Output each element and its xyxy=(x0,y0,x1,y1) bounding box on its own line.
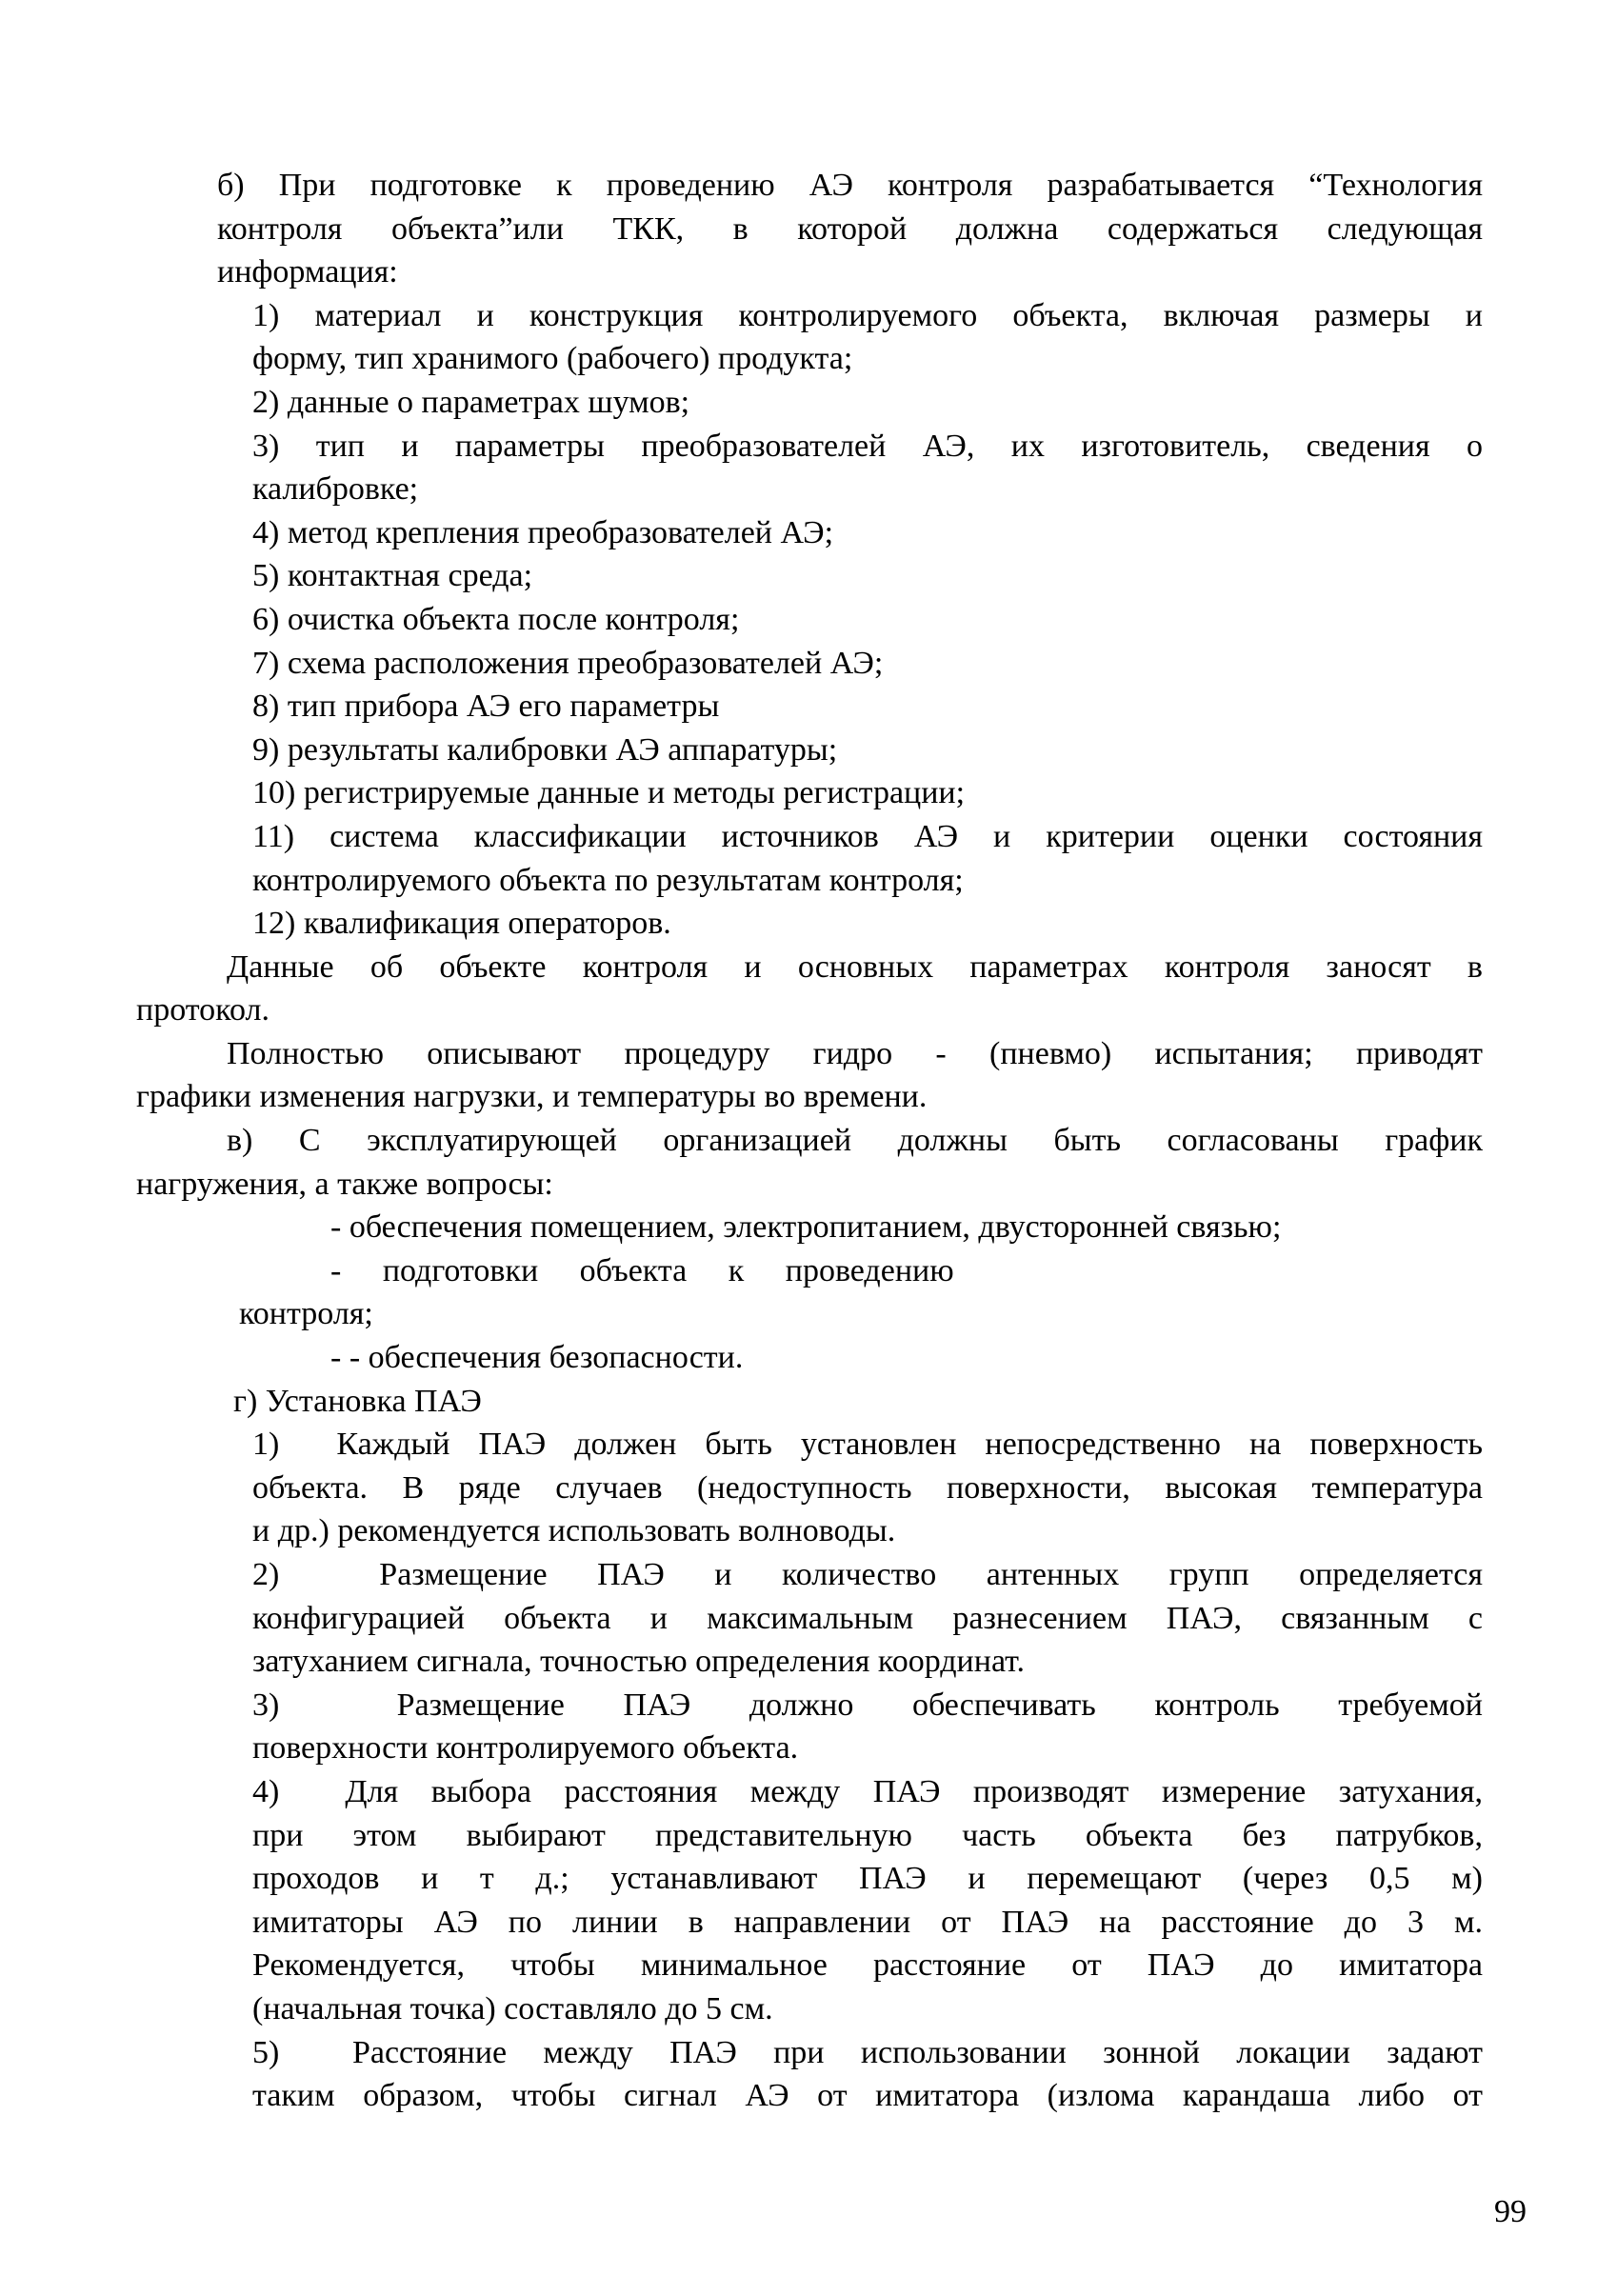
list-item: конфигурацией объекта и максимальным разнесением ПАЭ, связанным с xyxy=(252,1600,1483,1636)
list-item: поверхности контролируемого объекта. xyxy=(252,1730,799,1767)
page-number: 99 xyxy=(1494,2194,1527,2229)
dash-item: - - обеспечения безопасности. xyxy=(330,1340,744,1376)
list-item: 11) система классификации источников АЭ и критерии оценки состояния xyxy=(252,818,1483,854)
list-item: 4) метод крепления преобразователей АЭ; xyxy=(252,514,834,550)
list-item: 5) контактная среда; xyxy=(252,558,533,594)
text-line: в) С эксплуатирующей организацией должны быть согласованы график xyxy=(227,1123,1483,1159)
list-item: Рекомендуется, чтобы минимальное расстояние от ПАЭ до имитатора xyxy=(252,1947,1483,1984)
dash-item: - обеспечения помещением, электропитанием, двусторонней связью; xyxy=(330,1209,1282,1246)
list-item: калибровке; xyxy=(252,471,419,508)
list-item: при этом выбирают представительную часть объекта без патрубков, xyxy=(252,1817,1483,1853)
list-item: 2) данные о параметрах шумов; xyxy=(252,384,690,420)
list-item: 1) материал и конструкция контролируемого объекта, включая размеры и xyxy=(252,297,1483,333)
text-line: б) При подготовке к проведению АЭ контроля разрабатывается “Технология xyxy=(217,168,1483,203)
list-item: 6) очистка объекта после контроля; xyxy=(252,601,740,637)
list-item: 8) тип прибора АЭ его параметры xyxy=(252,689,720,725)
text-line: информация: xyxy=(217,254,398,290)
list-item: 7) схема расположения преобразователей АЭ; xyxy=(252,645,884,681)
text-line: контроля; xyxy=(239,1296,373,1332)
list-item: и др.) рекомендуется использовать волноводы. xyxy=(252,1513,896,1549)
text-line: протокол. xyxy=(136,992,270,1028)
list-item: 2) Размещение ПАЭ и количество антенных групп определяется xyxy=(252,1557,1483,1592)
list-item: 3) тип и параметры преобразователей АЭ, их изготовитель, сведения о xyxy=(252,428,1483,464)
text-line: Данные об объекте контроля и основных параметрах контроля заносят в xyxy=(227,948,1483,985)
list-item: 5) Расстояние между ПАЭ при использовании зонной локации задают xyxy=(252,2034,1483,2070)
text-line: графики изменения нагрузки, и температуры во времени. xyxy=(136,1079,928,1115)
text-line: нагружения, а также вопросы: xyxy=(136,1166,553,1202)
list-item: 10) регистрируемые данные и методы регистрации; xyxy=(252,775,966,811)
text-line: контроля объекта”или ТКК, в которой должна содержаться следующая xyxy=(217,210,1483,247)
list-item: 4) Для выбора расстояния между ПАЭ производят измерение затухания, xyxy=(252,1773,1483,1809)
list-item: затуханием сигнала, точностью определения координат. xyxy=(252,1644,1025,1680)
list-item: 12) квалификация операторов. xyxy=(252,906,671,942)
list-item: таким образом, чтобы сигнал АЭ от имитатора (излома карандаша либо от xyxy=(252,2078,1483,2114)
text-line: Полностью описывают процедуру гидро - (пневмо) испытания; приводят xyxy=(227,1035,1483,1071)
list-item: проходов и т д.; устанавливают ПАЭ и перемещают (через 0,5 м) xyxy=(252,1861,1483,1897)
list-item: имитаторы АЭ по линии в направлении от ПАЭ на расстояние до 3 м. xyxy=(252,1904,1483,1940)
list-item: объекта. В ряде случаев (недоступность поверхности, высокая температура xyxy=(252,1469,1483,1506)
list-item: форму, тип хранимого (рабочего) продукта; xyxy=(252,341,853,377)
list-item: контролируемого объекта по результатам контроля; xyxy=(252,862,964,898)
list-item: 9) результаты калибровки АЭ аппаратуры; xyxy=(252,731,838,768)
dash-item: - подготовки объекта к проведению xyxy=(330,1252,954,1288)
list-item: (начальная точка) составляло до 5 см. xyxy=(252,1990,773,2026)
text-line: г) Установка ПАЭ xyxy=(233,1383,482,1419)
list-item: 1) Каждый ПАЭ должен быть установлен непосредственно на поверхность xyxy=(252,1427,1483,1463)
list-item: 3) Размещение ПАЭ должно обеспечивать контроль требуемой xyxy=(252,1687,1483,1723)
